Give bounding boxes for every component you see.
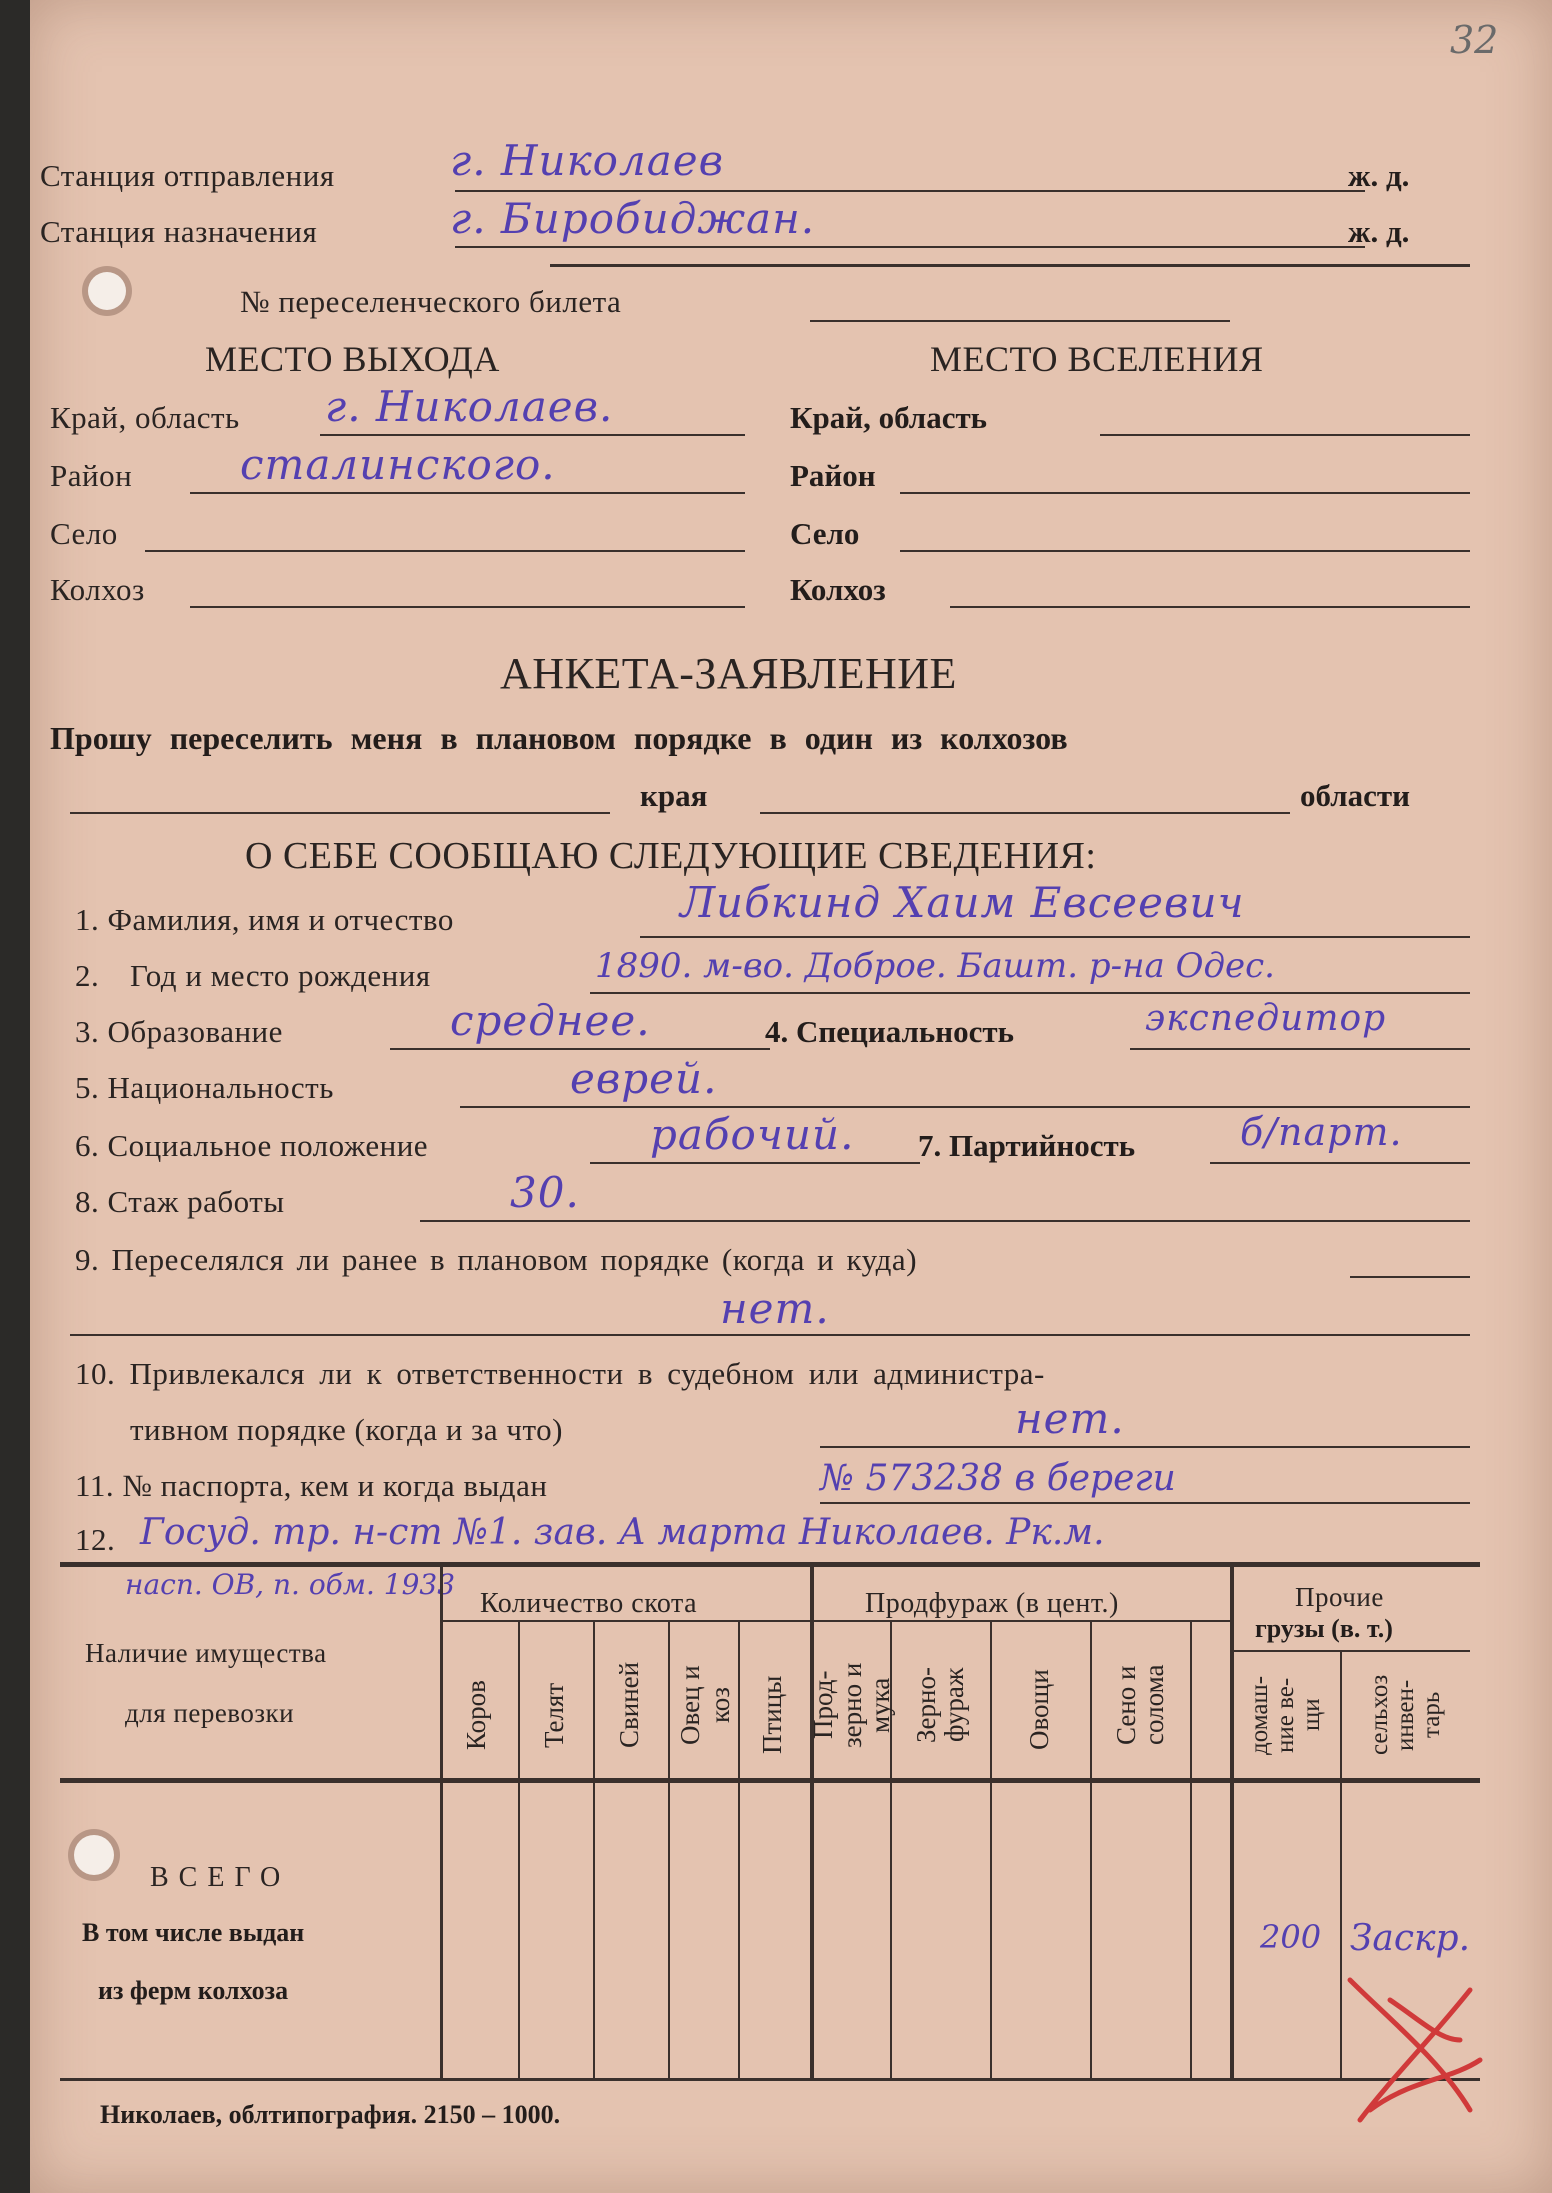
field-10-label-a: 10. Привлекался ли к ответственности в судебном или администра-	[75, 1356, 1045, 1391]
field-2-value: 1890. м-во. Доброе. Башт. р-на Одес.	[595, 946, 1275, 986]
field-12-value-a: Госуд. тр. н-ст №1. зав. А марта Николаев. Рк.м.	[140, 1512, 1105, 1553]
settlement-village-label: Село	[790, 516, 860, 551]
origin-village-label: Село	[50, 516, 118, 551]
col-pigs: Свиней	[614, 1661, 644, 1749]
destination-label: Станция назначения	[40, 214, 318, 249]
settlement-title: МЕСТО ВСЕЛЕНИЯ	[930, 339, 1264, 379]
field-3-label: 3. Образование	[75, 1014, 283, 1049]
request-kraya: края	[640, 778, 708, 813]
field-6-label: 6. Социальное положение	[75, 1128, 429, 1163]
col-hay-straw: Сено и солома	[1110, 1664, 1169, 1746]
request-oblasti: области	[1300, 778, 1410, 813]
field-5-value: еврей.	[570, 1054, 718, 1103]
field-2-label: Год и место рождения	[130, 958, 431, 993]
col-calves: Телят	[539, 1682, 569, 1748]
rail-suffix-1: ж. д.	[1348, 158, 1410, 193]
request-text: Прошу переселить меня в плановом порядке в один из колхозов	[50, 720, 1068, 756]
group-livestock: Количество скота	[480, 1588, 698, 1619]
origin-district-value: сталинского.	[240, 440, 556, 489]
field-4-value: экспедитор	[1145, 998, 1387, 1039]
origin-region-label: Край, область	[50, 400, 240, 435]
issued-label-b: из ферм колхоза	[98, 1976, 289, 2005]
punch-hole	[88, 272, 126, 310]
ticket-label: № переселенческого билета	[240, 284, 622, 319]
col-grain-flour: Прод- зерно и мука	[808, 1662, 896, 1748]
field-10-value: нет.	[1015, 1394, 1125, 1443]
field-9-value: нет.	[720, 1284, 830, 1333]
total-label: ВСЕГО	[150, 1862, 291, 1893]
field-8-label: 8. Стаж работы	[75, 1184, 285, 1219]
page-number: 32	[1450, 18, 1499, 62]
group-other-b: грузы (в. т.)	[1255, 1614, 1393, 1643]
red-pencil-mark	[1330, 1960, 1490, 2130]
punch-hole	[74, 1835, 114, 1875]
issued-label-a: В том числе выдан	[82, 1918, 305, 1947]
col-household-goods: домаш- ние ве- щи	[1245, 1675, 1326, 1755]
row-header-b: для перевозки	[125, 1698, 295, 1728]
footer-imprint: Николаев, облтипография. 2150 – 1000.	[100, 2100, 561, 2129]
group-other-a: Прочие	[1295, 1582, 1384, 1612]
field-4-label: 4. Специальность	[765, 1014, 1015, 1049]
departure-label: Станция отправления	[40, 158, 335, 193]
field-7-value: б/парт.	[1240, 1110, 1403, 1154]
field-9-label: 9. Переселялся ли ранее в плановом порядке (когда и куда)	[75, 1242, 918, 1277]
field-2-number: 2.	[75, 958, 100, 993]
group-feed: Продфураж (в цент.)	[865, 1588, 1119, 1619]
col-grain-fodder: Зерно- фураж	[910, 1667, 969, 1743]
departure-value: г. Николаев	[450, 136, 725, 185]
field-7-label: 7. Партийность	[918, 1128, 1136, 1163]
origin-title: МЕСТО ВЫХОДА	[205, 339, 500, 379]
household-value: 200	[1260, 1918, 1322, 1956]
origin-region-value: г. Николаев.	[325, 382, 614, 431]
rail-suffix-2: ж. д.	[1348, 214, 1410, 249]
origin-kolkhoz-label: Колхоз	[50, 572, 145, 607]
form-title: АНКЕТА-ЗАЯВЛЕНИЕ	[500, 649, 957, 698]
col-poultry: Птицы	[757, 1675, 787, 1755]
field-12-number: 12.	[75, 1522, 116, 1557]
field-3-value: среднее.	[450, 996, 651, 1045]
table-header-rule	[60, 1778, 1480, 1783]
settlement-district-label: Район	[790, 458, 876, 493]
settlement-region-label: Край, область	[790, 400, 988, 435]
field-6-value: рабочий.	[650, 1110, 855, 1159]
signature: Заскр.	[1350, 1918, 1471, 1959]
field-5-label: 5. Национальность	[75, 1070, 334, 1105]
field-1-value: Либкинд Хаим Евсеевич	[680, 878, 1245, 927]
form-sheet	[30, 0, 1552, 2193]
origin-district-label: Район	[50, 458, 133, 493]
col-farm-equipment: сельхоз инвен- тарь	[1365, 1674, 1446, 1756]
table-top-rule	[60, 1562, 1480, 1567]
field-8-value: 30.	[510, 1168, 580, 1217]
col-cows: Коров	[461, 1680, 491, 1750]
settlement-kolkhoz-label: Колхоз	[790, 572, 886, 607]
info-heading: О СЕБЕ СООБЩАЮ СЛЕДУЮЩИЕ СВЕДЕНИЯ:	[245, 835, 1097, 877]
field-1-label: 1. Фамилия, имя и отчество	[75, 902, 454, 937]
field-11-label: 11. № паспорта, кем и когда выдан	[75, 1468, 548, 1503]
field-12-value-b: насп. ОВ, п. обм. 1933	[125, 1568, 456, 1601]
field-11-value: № 573238 в береги	[820, 1458, 1176, 1499]
field-10-label-b: тивном порядке (когда и за что)	[130, 1412, 563, 1447]
row-header-a: Наличие имущества	[85, 1638, 327, 1668]
col-vegetables: Овощи	[1024, 1669, 1054, 1751]
col-sheep: Овец и коз	[674, 1665, 735, 1745]
destination-value: г. Биробиджан.	[450, 194, 816, 243]
